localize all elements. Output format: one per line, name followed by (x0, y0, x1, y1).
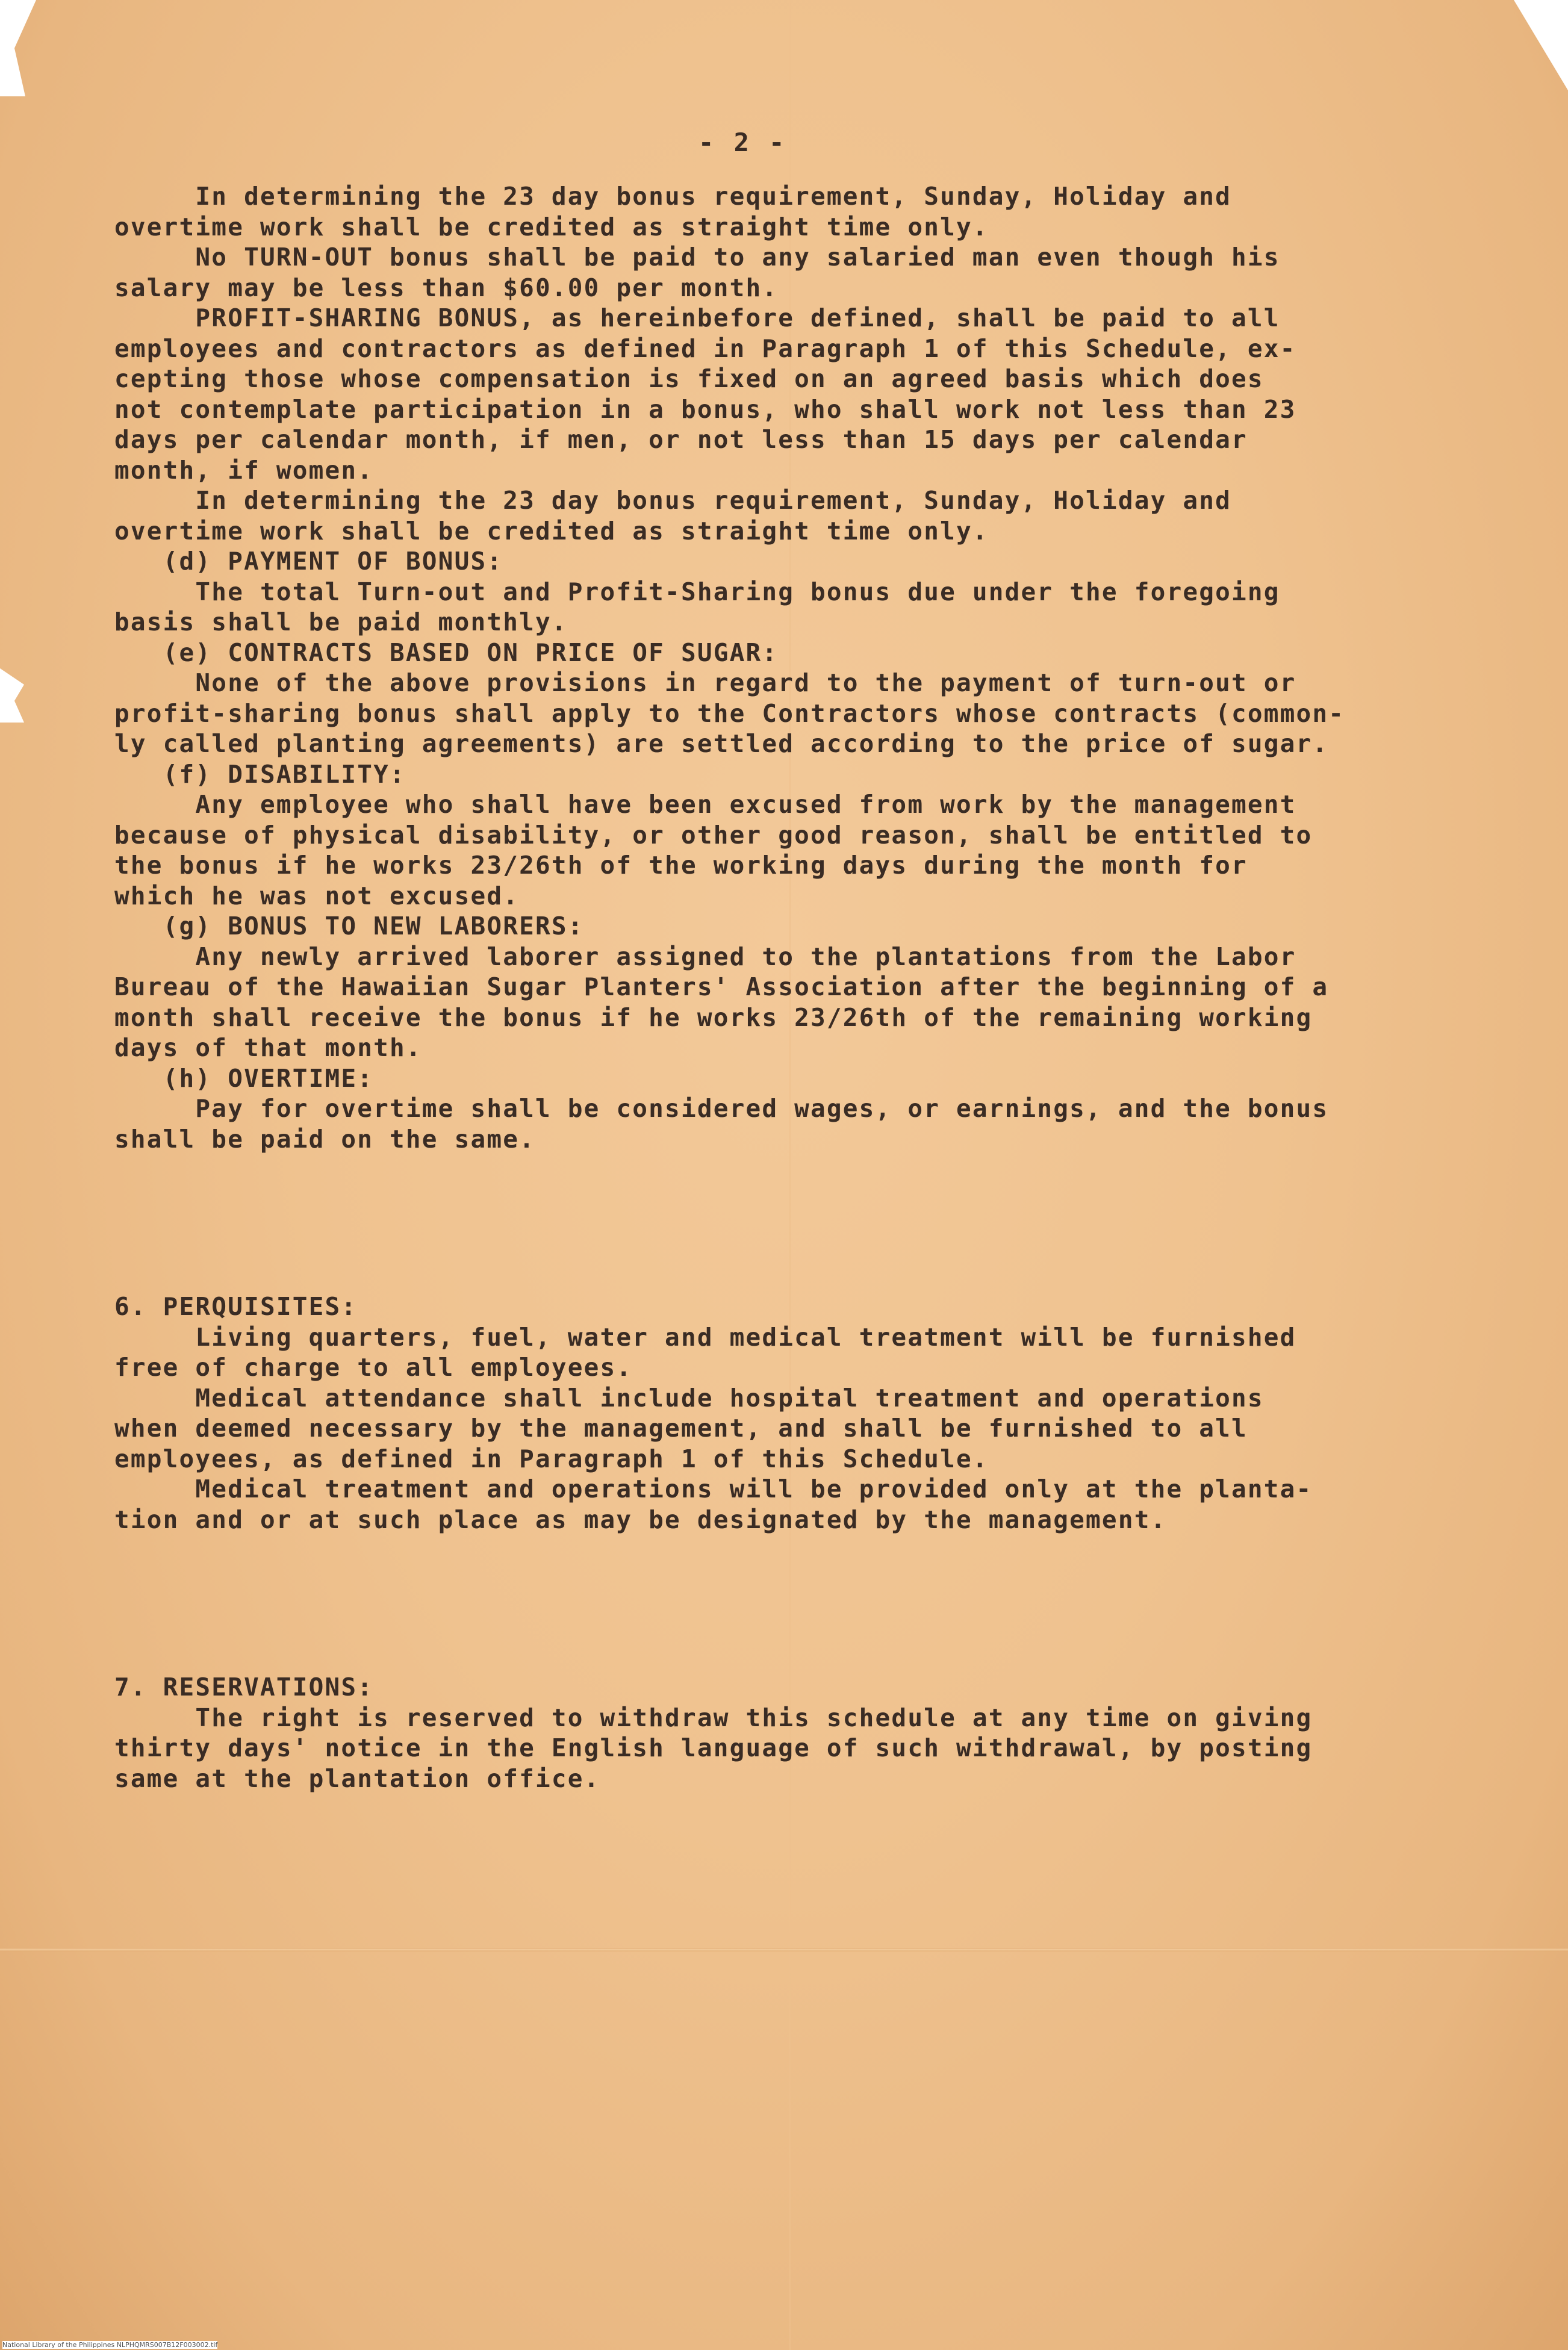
reservations-section (114, 1672, 1463, 1794)
text-line: No TURN-OUT bonus shall be paid to any salaried man even though his (114, 243, 1280, 272)
text-line: Medical treatment and operations will be provided only at the planta- (114, 1475, 1313, 1503)
text-line: Living quarters, fuel, water and medical treatment will be furnished (114, 1322, 1296, 1352)
text-line: month, if women. (114, 455, 374, 485)
text-line: (h) OVERTIME: (114, 1063, 374, 1093)
text-line: the bonus if he works 23/26th of the working days during the month for (114, 851, 1248, 880)
torn-edge-top-right (1514, 0, 1568, 90)
text-line: cepting those whose compensation is fixed on an agreed basis which does (114, 364, 1264, 393)
text-line: not contemplate participation in a bonus, who shall work not less than 23 (114, 394, 1296, 424)
text-line: profit-sharing bonus shall apply to the Contractors whose contracts (common- (114, 698, 1345, 728)
text-line: tion and or at such place as may be designated by the management. (114, 1505, 1167, 1534)
text-line: free of charge to all employees. (114, 1353, 633, 1382)
text-line: The right is reserved to withdraw this schedule at any time on giving (114, 1703, 1313, 1732)
text-line: overtime work shall be credited as straight time only. (114, 212, 989, 241)
text-line: Medical attendance shall include hospital treatment and operations (114, 1383, 1264, 1413)
text-line: same at the plantation office. (114, 1764, 600, 1793)
text-line: shall be paid on the same. (114, 1124, 535, 1154)
text-line: ly called planting agreements) are settled according to the price of sugar. (114, 729, 1329, 758)
page-number: - 2 - (698, 128, 787, 157)
text-line: days per calendar month, if men, or not less than 15 days per calendar (114, 425, 1248, 454)
text-line: None of the above provisions in regard to the payment of turn-out or (114, 668, 1296, 697)
document-body (114, 120, 1463, 1854)
text-line: thirty days' notice in the English language of such withdrawal, by posting (114, 1733, 1313, 1762)
text-line: salary may be less than $60.00 per month. (114, 273, 779, 302)
text-line: basis shall be paid monthly. (114, 608, 568, 636)
text-line: (d) PAYMENT OF BONUS: (114, 547, 503, 576)
text-line: when deemed necessary by the management, and shall be furnished to all (114, 1414, 1248, 1443)
text-line: because of physical disability, or other good reason, shall be entitled to (114, 820, 1313, 850)
text-line: 7. RESERVATIONS: (114, 1673, 374, 1702)
text-line: (g) BONUS TO NEW LABORERS: (114, 912, 584, 940)
text-line: overtime work shall be credited as straight time only. (114, 516, 989, 546)
text-line: Pay for overtime shall be considered wages, or earnings, and the bonus (114, 1094, 1329, 1123)
text-line: 6. PERQUISITES: (114, 1292, 358, 1321)
torn-edge-left (0, 668, 24, 723)
archive-footer: National Library of the Philippines NLPHQMRS007B12F003002.tif (2, 2341, 218, 2349)
text-line: Any employee who shall have been excused from work by the management (114, 790, 1296, 819)
text-line: month shall receive the bonus if he works 23/26th of the remaining working (114, 1002, 1313, 1032)
text-line: In determining the 23 day bonus requirement, Sunday, Holiday and (114, 182, 1232, 211)
text-line: employees, as defined in Paragraph 1 of this Schedule. (114, 1444, 989, 1473)
text-line: (e) CONTRACTS BASED ON PRICE OF SUGAR: (114, 638, 779, 667)
text-line: (f) DISABILITY: (114, 759, 406, 789)
fold-crease-horizontal (0, 1948, 1568, 1951)
perquisites-section (114, 1292, 1463, 1535)
text-line: employees and contractors as defined in Paragraph 1 of this Schedule, ex- (114, 334, 1296, 363)
text-line: which he was not excused. (114, 881, 520, 910)
text-line: The total Turn-out and Profit-Sharing bonus due under the foregoing (114, 577, 1280, 606)
text-line: Any newly arrived laborer assigned to the plantations from the Labor (114, 942, 1296, 971)
bonus-section (114, 181, 1463, 1154)
text-line: PROFIT-SHARING BONUS, as hereinbefore defined, shall be paid to all (114, 303, 1280, 332)
text-line: days of that month. (114, 1033, 422, 1062)
torn-edge-top-left (0, 0, 36, 96)
text-line: Bureau of the Hawaiian Sugar Planters' Association after the beginning of a (114, 972, 1329, 1001)
text-line: In determining the 23 day bonus requirement, Sunday, Holiday and (114, 486, 1232, 515)
